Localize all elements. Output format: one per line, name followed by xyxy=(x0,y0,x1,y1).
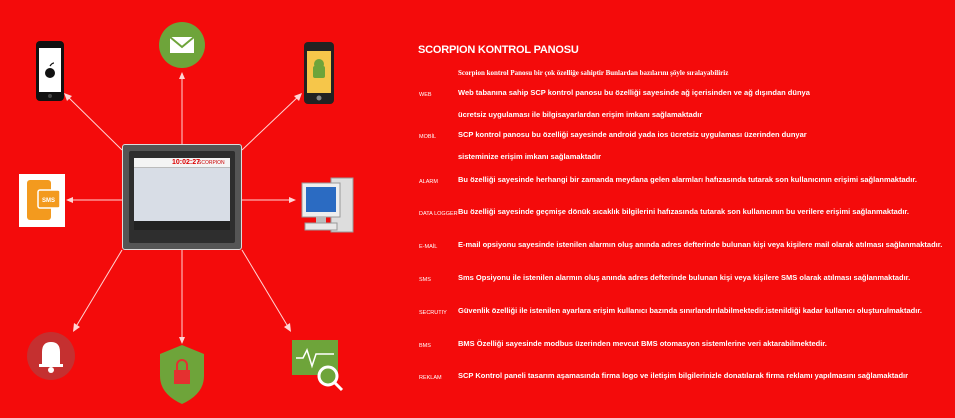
feature-description: Bu özelliği sayesinde herhangi bir zamanda meydana gelen alarmları hafızasında tutarak son kullanıcının erişimi sağlanmaktadır. xyxy=(458,175,917,184)
monitoring-magnifier-icon xyxy=(292,340,342,390)
feature-description: ücretsiz uygulaması ile bilgisayarlardan erişim imkanı sağlamaktadır xyxy=(458,110,703,119)
feature-label: BMS xyxy=(419,343,431,349)
feature-description: Web tabanına sahip SCP kontrol panosu bu özelliği sayesinde ağ içerisinden ve ağ dışından dünya xyxy=(458,88,810,97)
feature-description: Bu özelliği sayesinde geçmişe dönük sıcaklık bilgilerini hafızasında tutarak son kullanıcının bu verilere erişimi sağlanmaktadır. xyxy=(458,207,909,216)
feature-label: REKLAM xyxy=(419,375,442,381)
sms-phone-icon xyxy=(19,174,65,227)
feature-description: sisteminize erişim imkanı sağlamaktadır xyxy=(458,152,601,161)
screen-brand: SCORPION xyxy=(198,160,225,166)
feature-label: DATA LOGGER xyxy=(419,211,458,217)
intro-text: Scorpion kontrol Panosu bir çok özelliğe sahiptir Bunlardan bazılarını şöyle sıralayabiliriz xyxy=(458,69,729,77)
security-lock-icon xyxy=(160,345,204,404)
feature-label: MOBİL xyxy=(419,134,437,140)
feature-description: Güvenlik özelliği ile istenilen ayarlara erişim kullanıcı bazında sınırlandırılabilmektedir.istenildiği kadar kullanıcı oluşturulmaktadır. xyxy=(458,306,922,315)
feature-label: WEB xyxy=(419,92,432,98)
screen-footer xyxy=(134,221,230,230)
feature-label: SMS xyxy=(419,277,431,283)
feature-label: SECRUTIY xyxy=(419,310,447,316)
feature-description: E-mail opsiyonu sayesinde istenilen alarmın oluş anında adres defterinde bulunan kişi veya kişilere mail olarak atılması sağlanmaktadır. xyxy=(458,240,943,249)
feature-label: E-MAİL xyxy=(419,244,438,250)
feature-description: SCP kontrol panosu bu özelliği sayesinde android yada ios ücretsiz uygulaması üzerinden dunyar xyxy=(458,130,807,139)
feature-label: ALARM xyxy=(419,179,438,185)
page-title: SCORPION KONTROL PANOSU xyxy=(418,44,579,56)
apple-phone-icon xyxy=(36,41,64,101)
mail-icon xyxy=(159,22,205,68)
android-phone-icon xyxy=(304,42,334,104)
feature-description: Sms Opsiyonu ile istenilen alarmın oluş anında adres defterinde bulunan kişi veya kişilere SMS olarak atılması sağlanmaktadır. xyxy=(458,273,911,282)
alarm-bell-icon xyxy=(27,332,75,380)
screen-clock: 10:02:27 xyxy=(172,159,201,166)
svg-text:SMS: SMS xyxy=(42,198,56,204)
desktop-computer-icon xyxy=(302,178,353,232)
device-screen xyxy=(134,158,230,230)
control-panel-device xyxy=(122,144,242,250)
feature-description: SCP Kontrol paneli tasarım aşamasında firma logo ve iletişim bilgilerinizle donatılarak firma reklamı yapılmasını sağlamaktadır xyxy=(458,371,909,380)
feature-description: BMS Özelliği sayesinde modbus üzerinden mevcut BMS otomasyon sistemlerine veri aktarabilmektedir. xyxy=(458,339,827,348)
